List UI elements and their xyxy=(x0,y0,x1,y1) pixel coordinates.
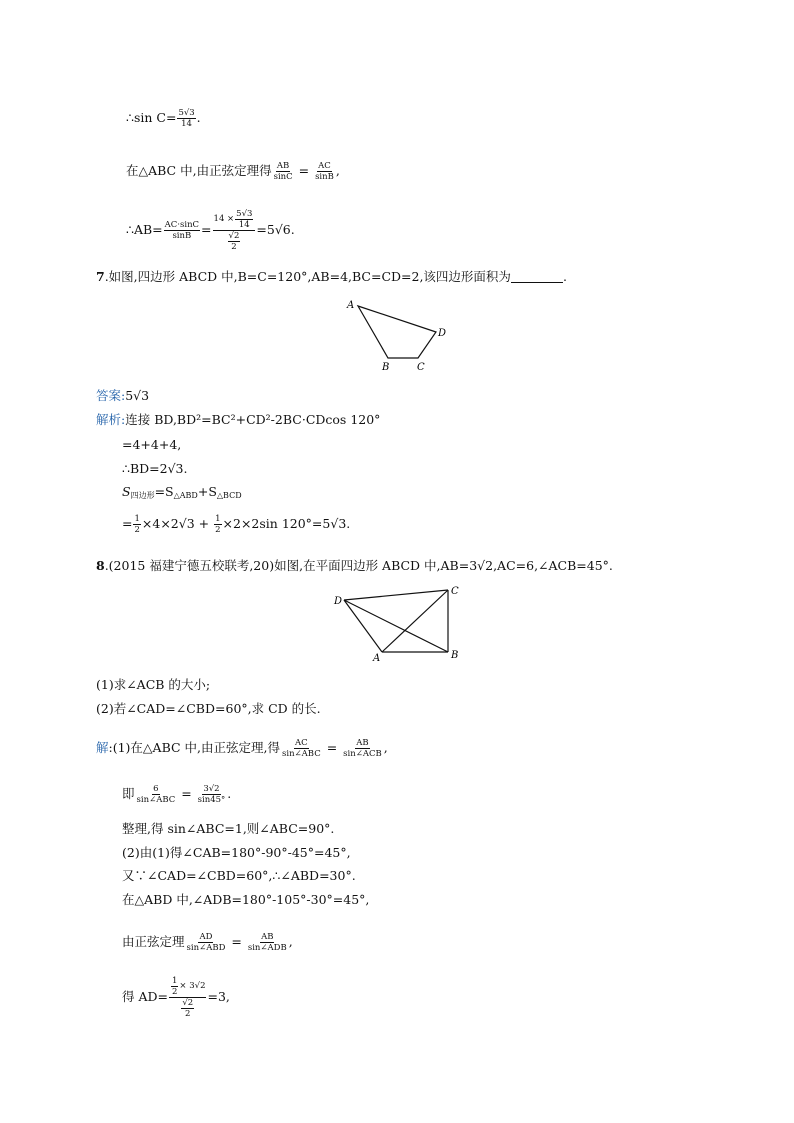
q8-solution-line-7: 由正弦定理 AD sin∠ABD = AB sin∠ADB , xyxy=(122,932,293,953)
compound-fraction: 14 × $\frac{5√3}{14}$ $\frac{√2}{2}$ xyxy=(213,209,256,252)
fraction: $\frac{AC\cdot\sin C}{\sin B}$ xyxy=(164,219,200,241)
sinC-line: ∴sin C= $\frac{5√3}{14}$ . xyxy=(126,108,201,129)
label-D: D xyxy=(438,328,447,339)
q7-solution-line-4: $S_{四边形}=S_{\triangle ABD}+S_{\triangle BCD}$ xyxy=(122,484,242,500)
label-B: B xyxy=(382,362,390,373)
quadrilateral-ABCD xyxy=(358,306,436,358)
q7-quadrilateral-figure xyxy=(340,296,460,376)
AB-result-line: ∴AB= $\frac{AC\cdot\sin C}{\sin B}$ = 14 × $\frac{5√3}{14}$ $\frac{√2}{2}$ =5√6. xyxy=(126,208,295,252)
q7-solution-line-5: = $\frac{1}{2}$ ×4×2√3 + $\frac{1}{2}$ ×2×2sin 120°=5√3. xyxy=(122,514,351,535)
label-B: B xyxy=(451,650,459,661)
q7-solution-line-2: =4+4+4, xyxy=(122,437,182,452)
label-A: A xyxy=(347,300,355,311)
q8-quadrilateral-figure xyxy=(330,582,470,666)
q8-solution-line-2: 即 6 sin∠ABC = $\frac{3√2}{\sin 45^\circ}$ . xyxy=(122,784,232,805)
label-A: A xyxy=(373,653,381,664)
q8-solution-line-3: 整理,得 sin∠ABC=1,则∠ABC=90°. xyxy=(122,821,335,836)
compound-fraction: $\frac{1}{2}$ × 3√2 $\frac{√2}{2}$ xyxy=(169,976,206,1019)
q8-part-1: (1)求∠ACB 的大小; xyxy=(96,677,211,692)
q8-solution-line-5: 又∵∠CAD=∠CBD=60°,∴∠ABD=30°. xyxy=(122,868,356,883)
q7-answer: 答案:5√3 xyxy=(96,388,150,403)
segment-AD xyxy=(344,600,382,652)
segment-DB xyxy=(344,600,448,652)
q8-solution-line-1: 解:(1)在△ABC 中,由正弦定理,得 AC sin∠ABC = AB sin∠ACB , xyxy=(96,738,388,759)
label-C: C xyxy=(417,362,425,373)
segment-DC xyxy=(344,590,448,600)
q7-solution-line-1: 解析:连接 BD,BD²=BC²+CD²-2BC·CDcos 120° xyxy=(96,412,381,427)
answer-blank xyxy=(511,270,563,283)
law-of-sines-line-1: 在△ABC 中,由正弦定理得 $\frac{AB}{\sin C}$ = $\frac{AC}{\sin B}$ , xyxy=(126,161,340,182)
q8-solution-line-6: 在△ABD 中,∠ADB=180°-105°-30°=45°, xyxy=(122,892,370,907)
question-8: 8.(2015 福建宁德五校联考,20)如图,在平面四边形 ABCD 中,AB=3√2,AC=6,∠ACB=45°. xyxy=(96,558,613,573)
fraction: $\frac{AB}{\sin C}$ xyxy=(273,161,293,182)
q7-solution-line-3: ∴BD=2√3. xyxy=(122,461,188,476)
q8-part-2: (2)若∠CAD=∠CBD=60°,求 CD 的长. xyxy=(96,701,321,716)
q8-solution-line-8: 得 AD= $\frac{1}{2}$ × 3√2 $\frac{√2}{2}$ =3, xyxy=(122,975,230,1019)
fraction: $\frac{5√3}{14}$ xyxy=(178,108,195,129)
label-C: C xyxy=(451,586,459,597)
label-D: D xyxy=(334,596,343,607)
fraction: $\frac{AC}{\sin B}$ xyxy=(315,161,334,182)
q8-solution-line-4: (2)由(1)得∠CAB=180°-90°-45°=45°, xyxy=(122,845,351,860)
segment-AC xyxy=(382,590,448,652)
question-7: 7.如图,四边形 ABCD 中,B=C=120°,AB=4,BC=CD=2,该四边形面积为 . xyxy=(96,269,567,284)
